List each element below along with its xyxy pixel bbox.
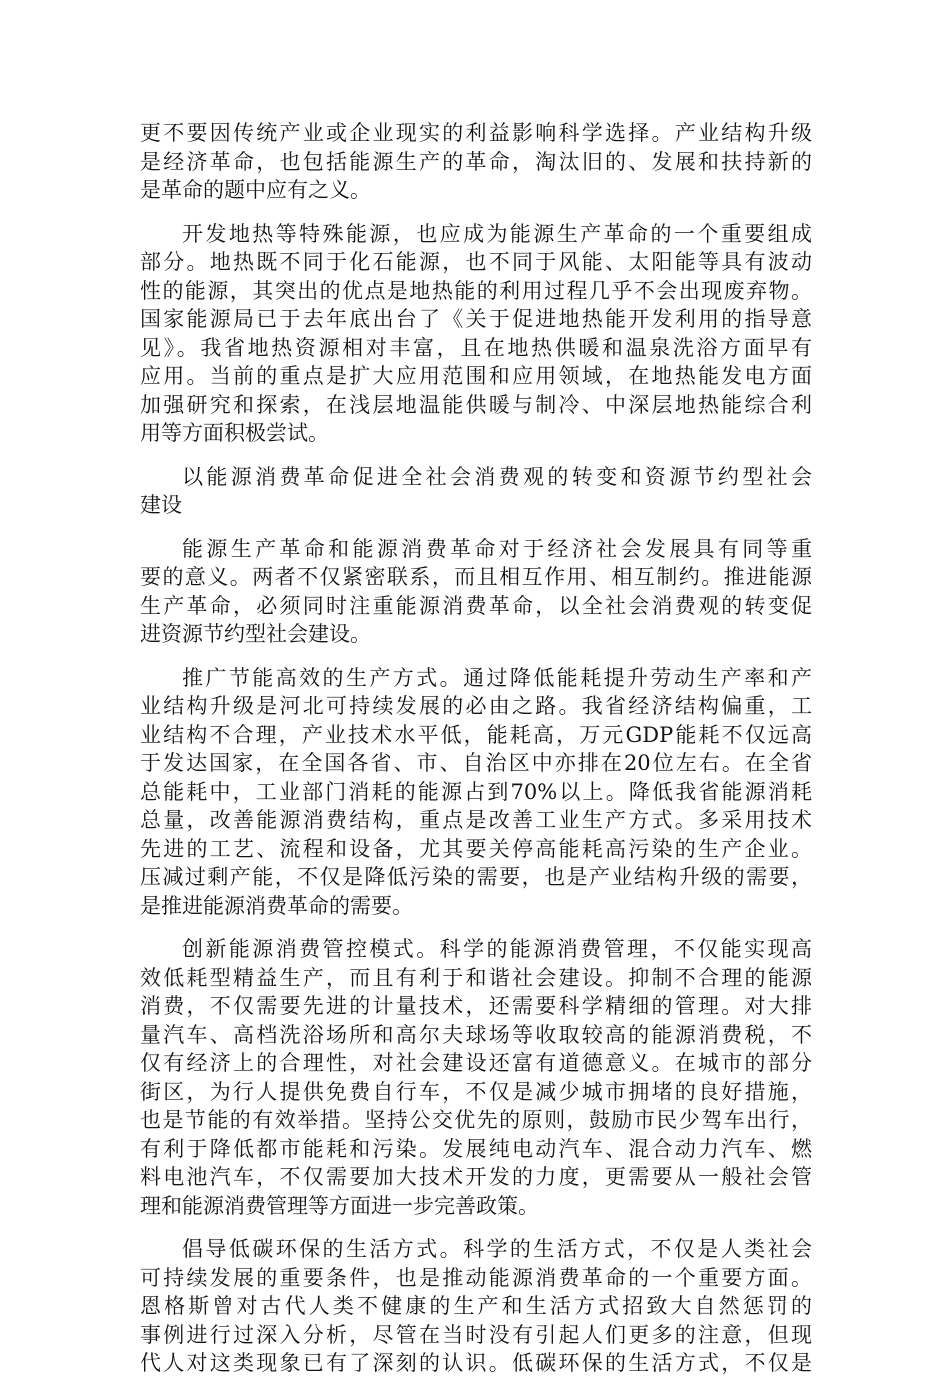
text-line: 消费，不仅需要先进的计量技术，还需要科学精细的管理。对大排 (140, 994, 812, 1018)
text-line: 性的能源，其突出的优点是地热能的利用过程几乎不会出现废弃物。 (140, 278, 812, 303)
text-line: 量汽车、高档洗浴场所和高尔夫球场等收取较高的能源消费税，不 (140, 1022, 812, 1047)
text-line: 用等方面积极尝试。 (140, 421, 329, 445)
text-line: 以能源消费革命促进全社会消费观的转变和资源节约型社会 (182, 464, 812, 489)
text-line: 应用。当前的重点是扩大应用范围和应用领域，在地热能发电方面 (140, 364, 812, 388)
text-line: 可持续发展的重要条件，也是推动能源消费革命的一个重要方面。 (140, 1265, 812, 1290)
text-line: 更不要因传统产业或企业现实的利益影响科学选择。产业结构升级 (140, 121, 812, 145)
text-line: 进资源节约型社会建设。 (140, 622, 371, 646)
text-line: 事例进行过深入分析，尽管在当时没有引起人们更多的注意，但现 (140, 1322, 812, 1347)
text-line: 压减过剩产能，不仅是降低污染的需要，也是产业结构升级的需要， (140, 865, 812, 889)
text-line: 料电池汽车，不仅需要加大技术开发的力度，更需要从一般社会管 (140, 1165, 812, 1189)
text-line: 理和能源消费管理等方面进一步完善政策。 (140, 1193, 539, 1218)
text-line: 要的意义。两者不仅紧密联系，而且相互作用、相互制约。推进能源 (140, 565, 812, 589)
text-line: 加强研究和探索，在浅层地温能供暖与制冷、中深层地热能综合利 (140, 392, 812, 417)
text-line: 推广节能高效的生产方式。通过降低能耗提升劳动生产率和产 (182, 665, 812, 690)
text-line: 是推进能源消费革命的需要。 (140, 893, 413, 918)
text-line: 部分。地热既不同于化石能源，也不同于风能、太阳能等具有波动 (140, 250, 812, 274)
text-line: 建设 (140, 493, 182, 517)
paragraph (140, 220, 812, 448)
document-page (140, 119, 812, 1393)
paragraph (140, 1235, 812, 1378)
text-line: 于发达国家，在全国各省、市、自治区中亦排在20位左右。在全省 (140, 751, 812, 775)
text-line: 开发地热等特殊能源，也应成为能源生产革命的一个重要组成 (182, 221, 812, 246)
paragraph (140, 119, 812, 205)
paragraph (140, 664, 812, 921)
text-line: 能源生产革命和能源消费革命对于经济社会发展具有同等重 (182, 536, 812, 561)
paragraph (140, 935, 812, 1220)
text-line: 仅有经济上的合理性，对社会建设还富有道德意义。在城市的部分 (140, 1051, 812, 1075)
paragraph (140, 535, 812, 649)
text-line: 是革命的题中应有之义。 (140, 178, 371, 202)
text-line: 恩格斯曾对古代人类不健康的生产和生活方式招致大自然惩罚的 (140, 1294, 812, 1318)
text-line: 是经济革命，也包括能源生产的革命，淘汰旧的、发展和扶持新的 (140, 149, 812, 174)
text-line: 效低耗型精益生产，而且有利于和谐社会建设。抑制不合理的能源 (140, 965, 812, 990)
text-line: 业结构不合理，产业技术水平低，能耗高，万元GDP能耗不仅远高 (140, 722, 812, 747)
text-line: 国家能源局已于去年底出台了《关于促进地热能开发利用的指导意 (140, 307, 812, 331)
text-line: 先进的工艺、流程和设备，尤其要关停高能耗高污染的生产企业。 (140, 836, 812, 861)
text-line: 街区，为行人提供免费自行车，不仅是减少城市拥堵的良好措施， (140, 1079, 812, 1104)
section-heading (140, 463, 812, 520)
text-line: 生产革命，必须同时注重能源消费革命，以全社会消费观的转变促 (140, 593, 812, 618)
text-line: 见》。我省地热资源相对丰富，且在地热供暖和温泉洗浴方面早有 (140, 335, 812, 360)
text-line: 倡导低碳环保的生活方式。科学的生活方式，不仅是人类社会 (182, 1237, 812, 1261)
text-line: 业结构升级是河北可持续发展的必由之路。我省经济结构偏重，工 (140, 694, 812, 718)
text-line: 总能耗中，工业部门消耗的能源占到70%以上。降低我省能源消耗 (140, 779, 812, 804)
text-line: 也是节能的有效举措。坚持公交优先的原则，鼓励市民少驾车出行， (140, 1108, 812, 1132)
text-line: 创新能源消费管控模式。科学的能源消费管理，不仅能实现高 (182, 937, 812, 961)
text-line: 有利于降低都市能耗和污染。发展纯电动汽车、混合动力汽车、燃 (140, 1136, 812, 1161)
text-line: 总量，改善能源消费结构，重点是改善工业生产方式。多采用技术 (140, 808, 812, 832)
text-line: 代人对这类现象已有了深刻的认识。低碳环保的生活方式，不仅是 (140, 1351, 812, 1375)
